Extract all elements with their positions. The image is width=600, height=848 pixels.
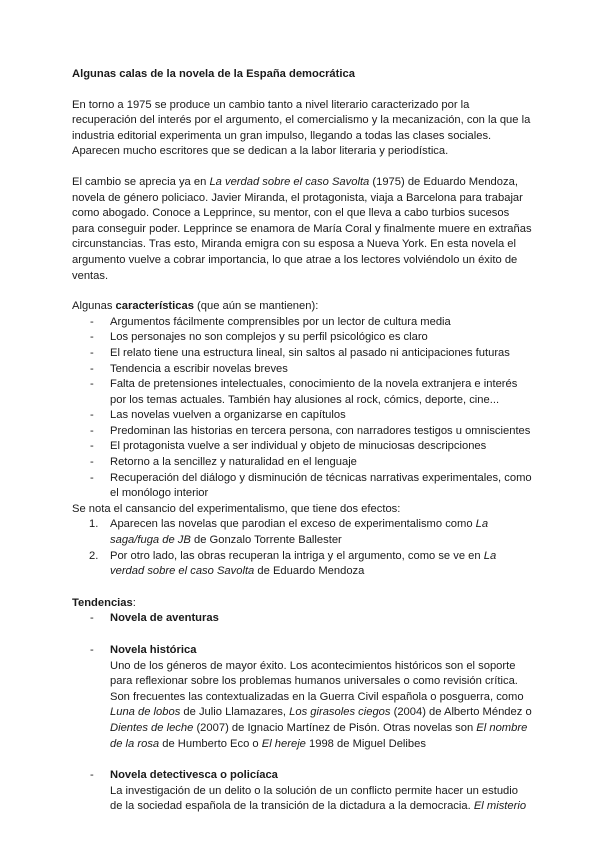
list-number: 2. bbox=[89, 549, 99, 562]
historica-text-4: (2007) de Ignacio Martínez de Pisón. Otras novelas son bbox=[193, 721, 477, 734]
list-marker: - bbox=[90, 409, 94, 422]
mendoza-paragraph bbox=[72, 175, 532, 284]
list-item bbox=[72, 408, 532, 424]
list-item bbox=[72, 439, 532, 455]
document-body bbox=[72, 67, 532, 831]
mendoza-book-title: La verdad sobre el caso Savolta bbox=[209, 175, 370, 188]
list-item bbox=[72, 362, 532, 378]
features-list bbox=[72, 315, 532, 502]
list-item-text: Retorno a la sencillez y naturalidad en el lenguaje bbox=[110, 456, 357, 469]
list-item bbox=[72, 471, 532, 502]
list-item-text: Predominan las historias en tercera persona, con narradores testigos u omniscientes bbox=[110, 424, 531, 437]
list-item bbox=[72, 611, 532, 627]
list-item bbox=[72, 643, 532, 752]
list-item bbox=[72, 377, 532, 408]
document-title: Algunas calas de la novela de la España democrática bbox=[72, 68, 355, 80]
list-item-text: El protagonista vuelve a ser individual y objeto de minuciosas descripciones bbox=[110, 440, 487, 453]
list-item-text: Las novelas vuelven a organizarse en capítulos bbox=[110, 409, 346, 422]
historica-heading: Novela histórica bbox=[110, 644, 197, 656]
historica-text-2: de Julio Llamazares, bbox=[180, 706, 290, 719]
detectivesca-text-1: La investigación de un delito o la solución de un conflicto permite hacer un estudio de la sociedad española de la transición de la dictadura a la democracia. bbox=[110, 784, 518, 813]
list-marker: - bbox=[90, 331, 94, 344]
book-title: Los girasoles ciegos bbox=[289, 706, 391, 719]
list-item bbox=[72, 549, 532, 580]
list-item-text: Aparecen las novelas que parodian el exceso de experimentalismo como bbox=[110, 518, 476, 531]
tendencias-heading bbox=[72, 596, 532, 612]
book-title: Luna de lobos bbox=[110, 706, 181, 719]
list-marker: - bbox=[90, 424, 94, 437]
mendoza-text-pre: El cambio se aprecia ya en bbox=[72, 175, 210, 188]
experimental-intro: Se nota el cansancio del experimentalismo, que tiene dos efectos: bbox=[72, 502, 401, 515]
list-marker: - bbox=[90, 612, 94, 625]
list-item bbox=[72, 455, 532, 471]
list-marker: - bbox=[90, 315, 94, 328]
historica-text-6: 1998 de Miguel Delibes bbox=[305, 737, 426, 750]
tendencias-list bbox=[72, 611, 532, 815]
features-intro-post: (que aún se mantienen): bbox=[193, 300, 319, 313]
tendencias-label: Tendencias bbox=[72, 596, 133, 609]
list-item-text: de Gonzalo Torrente Ballester bbox=[190, 534, 342, 547]
list-item-text: Por otro lado, las obras recuperan la intriga y el argumento, como se ve en bbox=[110, 549, 484, 562]
book-title: La verdad sobre el caso Savolta bbox=[110, 549, 497, 578]
list-marker: - bbox=[90, 346, 94, 359]
list-item-text: Recuperación del diálogo y disminución de técnicas narrativas experimentales, como el monólogo interior bbox=[110, 471, 532, 500]
list-number: 1. bbox=[89, 518, 99, 531]
intro-paragraph: En torno a 1975 se produce un cambio tanto a nivel literario caracterizado por la recuperación del interés por el argumento, el comercialismo y la mecanización, con la que la industria editorial experimenta un gran impulso, llegando a todas las clases sociales. Aparecen mucho escritores que se dedican a la labor literaria y periodística. bbox=[72, 98, 531, 158]
historica-text-3: (2004) de Alberto Méndez o bbox=[390, 706, 532, 719]
aventuras-heading: Novela de aventuras bbox=[110, 612, 219, 625]
list-item-text: de Eduardo Mendoza bbox=[254, 565, 365, 578]
list-marker: - bbox=[90, 769, 94, 782]
historica-text-5: de Humberto Eco o bbox=[159, 737, 262, 750]
list-item-text: Argumentos fácilmente comprensibles por un lector de cultura media bbox=[110, 315, 451, 328]
book-title: El misterio bbox=[473, 800, 527, 813]
historica-text-1: Uno de los géneros de mayor éxito. Los acontecimientos históricos son el soporte para reflexionar sobre los problemas humanos universales o como revisión crítica. Son frecuentes las contextualizadas en la Guerra Civil española o posguerra, como bbox=[110, 659, 524, 703]
list-item-text: El relato tiene una estructura lineal, sin saltos al pasado ni anticipaciones futuras bbox=[110, 346, 510, 359]
list-marker: - bbox=[90, 362, 94, 375]
detectivesca-text bbox=[110, 784, 532, 815]
list-item bbox=[72, 346, 532, 362]
book-title: El hereje bbox=[261, 737, 306, 750]
list-item-text: Los personajes no son complejos y su perfil psicológico es claro bbox=[110, 331, 428, 344]
book-title: Dientes de leche bbox=[110, 721, 194, 734]
features-intro bbox=[72, 299, 532, 315]
list-item bbox=[72, 424, 532, 440]
list-item-text: Tendencia a escribir novelas breves bbox=[110, 362, 288, 375]
list-item bbox=[72, 330, 532, 346]
features-intro-pre: Algunas bbox=[72, 300, 116, 313]
experimental-list bbox=[72, 517, 532, 579]
list-item bbox=[72, 768, 532, 815]
list-marker: - bbox=[90, 440, 94, 453]
mendoza-text-post: (1975) de Eduardo Mendoza, novela de género policiaco. Javier Miranda, el protagonista, viaja a Barcelona para trabajar como abogado. Conoce a Lepprince, su mentor, con el que lleva a cabo turbios sucesos para conseguir poder. Lepprince se enamora de María Coral y finalmente muere en extrañas circunstancias. Tras esto, Miranda emigra con su esposa a Nueva York. En esta novela el argumento vuelve a cobrar importancia, lo que atrae a los lectores volviéndolo un éxito de ventas. bbox=[72, 175, 532, 282]
list-marker: - bbox=[90, 456, 94, 469]
tendencias-colon: : bbox=[132, 596, 136, 609]
list-item bbox=[72, 315, 532, 331]
list-marker: - bbox=[90, 644, 94, 656]
book-title: El nombre de la rosa bbox=[110, 721, 528, 750]
list-marker: - bbox=[90, 378, 94, 391]
historica-text bbox=[110, 659, 532, 753]
features-intro-bold: características bbox=[115, 300, 194, 313]
book-title: La saga/fuga de JB bbox=[110, 518, 489, 547]
list-marker: - bbox=[90, 471, 94, 484]
list-item bbox=[72, 517, 532, 548]
list-item-text: Falta de pretensiones intelectuales, conocimiento de la novela extranjera e interés por los temas actuales. También hay alusiones al rock, cómics, deporte, cine... bbox=[110, 378, 518, 406]
detectivesca-heading: Novela detectivesca o policíaca bbox=[110, 769, 278, 782]
